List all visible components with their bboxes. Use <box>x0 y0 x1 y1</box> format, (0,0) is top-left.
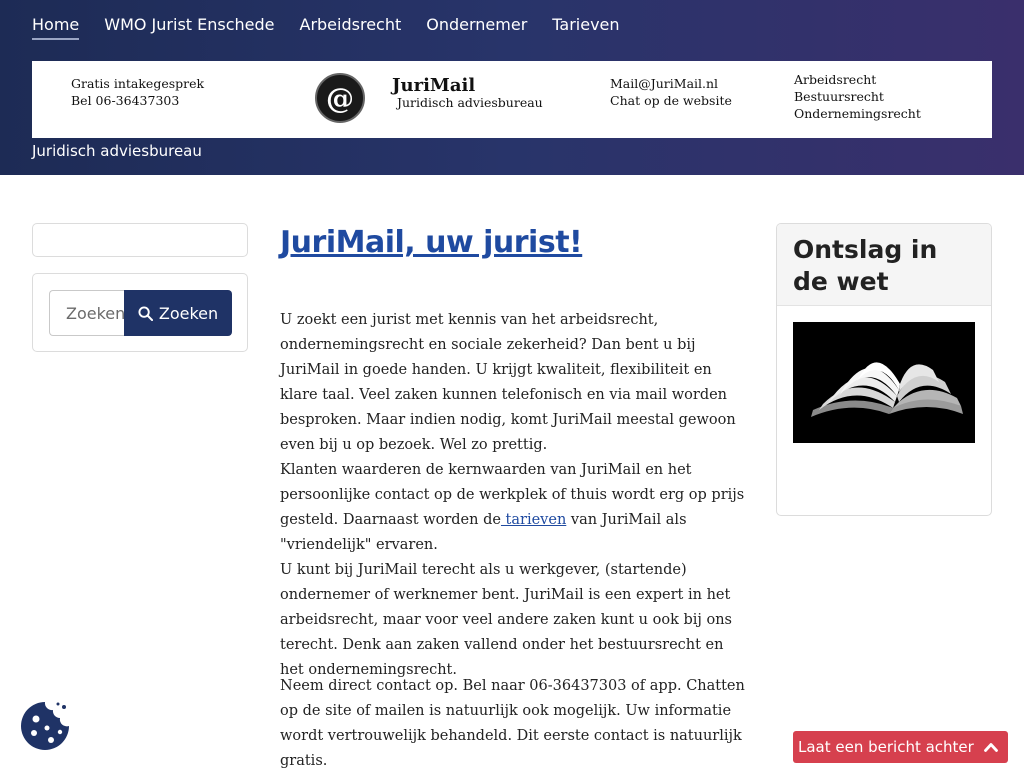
banner-intake-text: Gratis intakegesprek <box>71 76 205 91</box>
cookie-settings-button[interactable] <box>20 701 70 751</box>
search-icon <box>138 306 153 321</box>
ontslag-widget <box>776 223 992 516</box>
tarieven-link[interactable]: tarieven <box>500 512 567 528</box>
ontslag-widget-header <box>777 224 991 306</box>
values-text-after: van JuriMail als "vriendelijk" ervaren. <box>280 512 687 553</box>
banner-brand-name: JuriMail <box>392 75 476 96</box>
banner-area-bestuursrecht: Bestuursrecht <box>794 89 884 104</box>
leave-message-label: Laat een bericht achter <box>798 738 974 756</box>
logo-at-sign: @ <box>326 81 354 115</box>
nav-arbeidsrecht[interactable]: Arbeidsrecht <box>299 15 402 34</box>
values-paragraph <box>280 458 748 558</box>
search-button-label: Zoeken <box>158 303 219 323</box>
search-input[interactable] <box>49 290 125 336</box>
banner-areas-block <box>794 71 921 122</box>
banner-mail-text: Mail@JuriMail.nl <box>610 76 719 91</box>
intro-paragraph: U zoekt een jurist met kennis van het arbeidsrecht, ondernemingsrecht en sociale zekerheid? Dan bent u bij JuriMail in goede handen. U krijgt kwaliteit, flexibiliteit en klare taal. Veel zaken kunnen telefonisch en via mail worden besproken. Maar indien nodig, komt JuriMail meestal gewoon even bij u op bezoek. Wel zo prettig. <box>280 312 736 453</box>
nav-home[interactable]: Home <box>32 14 79 40</box>
cookie-icon <box>20 701 70 751</box>
services-paragraph: U kunt bij JuriMail terecht als u werkgever, (startende) ondernemer of werknemer bent. JuriMail is een expert in het arbeidsrecht, maar voor veel andere zaken kunt u ook bij ons terecht. Denk aan zaken vallend onder het bestuursrecht en het ondernemingsrecht. <box>280 562 732 678</box>
banner-brand-subtitle: Juridisch adviesbureau <box>397 95 543 110</box>
book-image[interactable] <box>793 322 975 443</box>
contact-paragraph: Neem direct contact op. Bel naar 06-36437303 of app. Chatten op de site of mailen is natuurlijk ook mogelijk. Uw informatie wordt vertrouwelijk behandeld. Dit eerste contact is natuurlijk gratis. <box>280 678 745 768</box>
site-header <box>0 0 1024 175</box>
page-title[interactable]: JuriMail, uw jurist! <box>280 225 583 260</box>
nav-tarieven[interactable]: Tarieven <box>552 15 620 34</box>
nav-wmo-jurist-enschede[interactable]: WMO Jurist Enschede <box>104 15 275 34</box>
nav-ondernemer[interactable]: Ondernemer <box>426 15 528 34</box>
search-widget <box>32 273 248 352</box>
chevron-up-icon <box>984 742 998 752</box>
banner-phone-text: Bel 06-36437303 <box>71 93 180 108</box>
book-illustration <box>793 322 975 443</box>
banner-chat-text: Chat op de website <box>610 93 732 108</box>
banner-contact-block <box>610 75 732 109</box>
main-content <box>280 224 748 768</box>
banner-area-ondernemingsrecht: Ondernemingsrecht <box>794 106 921 121</box>
sidebar-empty-widget <box>32 223 248 257</box>
banner-area-arbeidsrecht: Arbeidsrecht <box>794 72 877 87</box>
header-banner[interactable] <box>32 61 992 138</box>
banner-intake-block <box>71 75 204 109</box>
site-tagline: Juridisch adviesbureau <box>32 142 202 160</box>
jurimail-logo <box>315 73 365 123</box>
values-text-before: Klanten waarderen de kernwaarden van JuriMail en het persoonlijke contact op de werkplek of thuis wordt erg op prijs gesteld. Daarnaast worden de <box>280 462 745 528</box>
ontslag-widget-title: Ontslag in de wet <box>793 235 938 296</box>
main-nav <box>32 14 645 40</box>
search-button[interactable] <box>124 290 232 336</box>
leave-message-bar[interactable] <box>793 731 1008 763</box>
